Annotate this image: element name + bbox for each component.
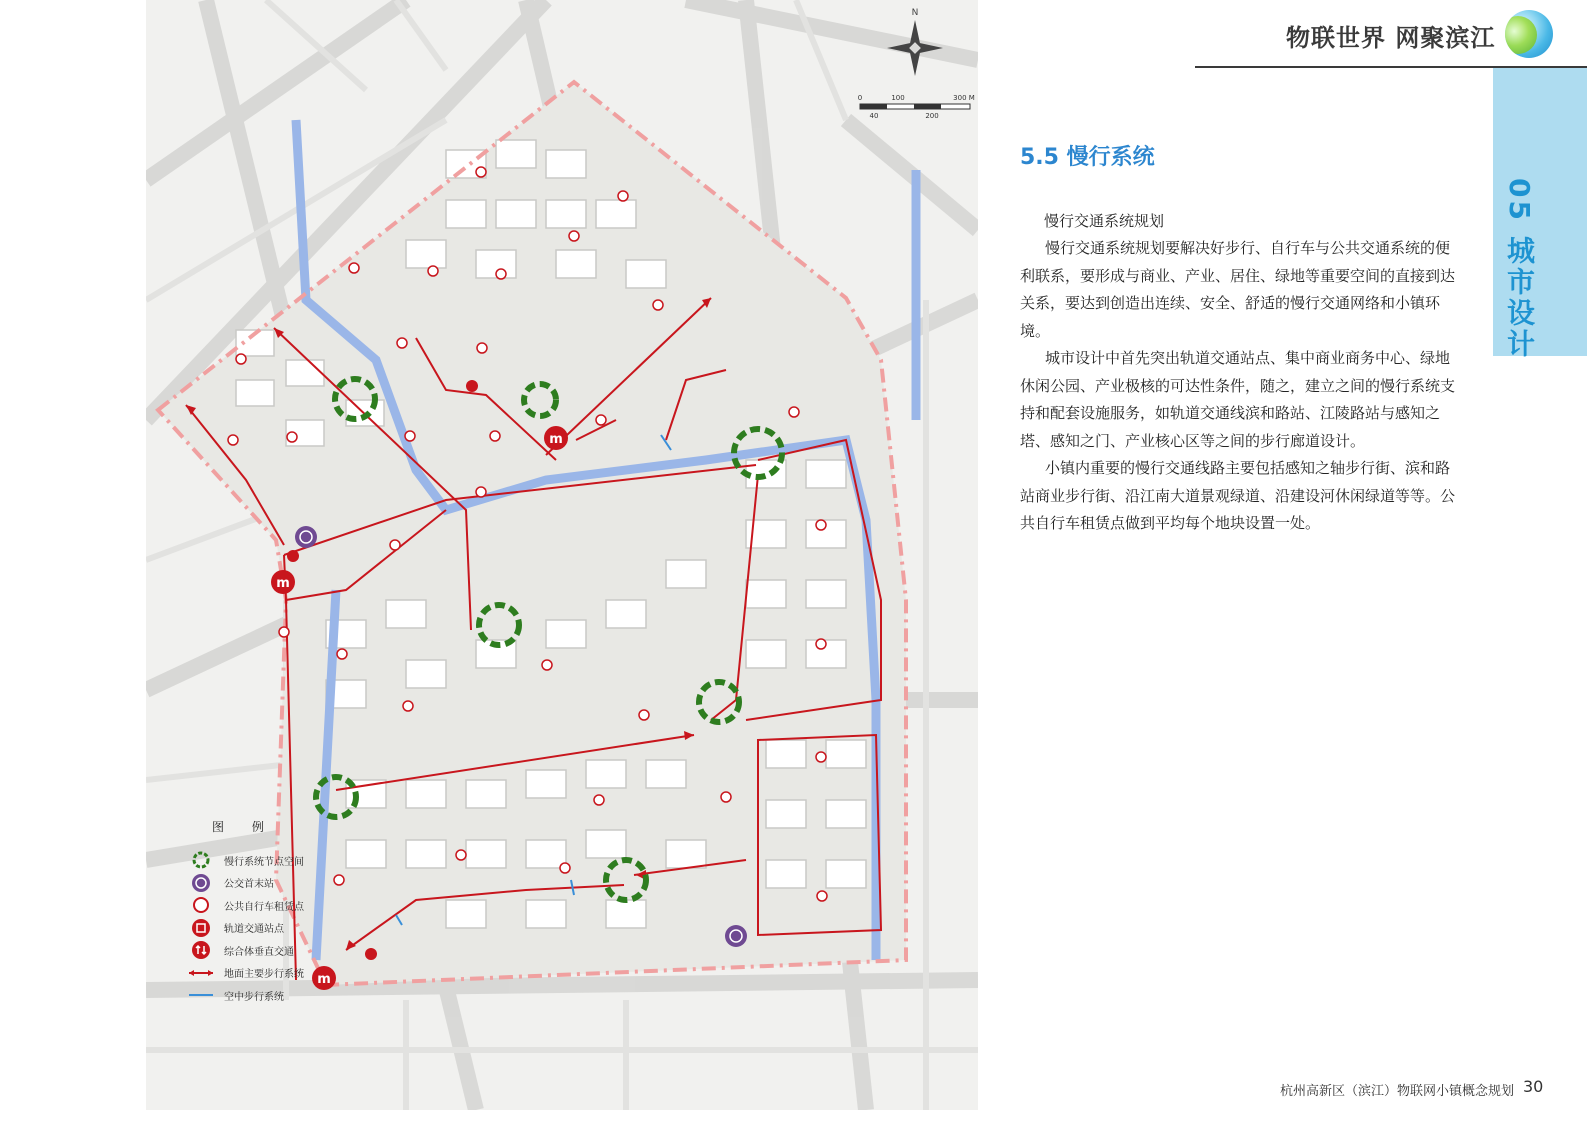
legend-label: 地面主要步行系统	[224, 969, 304, 981]
brand-slogan: 物联世界 网聚滨江	[1286, 24, 1496, 52]
legend-label: 公交首末站	[224, 879, 274, 891]
sky-walkway-icon	[186, 985, 216, 1005]
legend-label: 公共自行车租赁点	[224, 901, 304, 913]
svg-text:m: m	[276, 576, 290, 591]
svg-text:40: 40	[869, 112, 879, 120]
legend-item-vertical-transport	[186, 939, 336, 962]
legend-label: 轨道交通站点	[224, 924, 284, 936]
legend-label: 综合体垂直交通	[224, 946, 294, 958]
page-number: 30	[1523, 1077, 1544, 1096]
section-subtitle: 慢行交通系统规划	[1044, 212, 1165, 230]
svg-text:100: 100	[891, 94, 905, 102]
globe-logo-icon	[1505, 10, 1553, 58]
legend-label: 空中步行系统	[224, 991, 284, 1003]
metro-station-icon	[186, 918, 216, 938]
bike-rental-icon	[186, 895, 216, 915]
ground-walkway-icon	[186, 963, 216, 983]
paragraph: 小镇内重要的慢行交通线路主要包括感知之轴步行街、滨和路站商业步行街、沿江南大道景观绿道、沿建设河休闲绿道等等。公共自行车租赁点做到平均每个地块设置一处。	[1020, 459, 1456, 532]
legend-item-ground-walkway	[186, 962, 336, 985]
legend-item-sky-walkway	[186, 984, 336, 1007]
svg-text:0: 0	[857, 94, 863, 102]
paragraph: 慢行交通系统规划要解决好步行、自行车与公共交通系统的便利联系，要形成与商业、产业、居住、绿地等重要空间的直接到达关系，要达到创造出连续、安全、舒适的慢行交通网络和小镇环境。	[1020, 239, 1456, 340]
footer-title: 杭州高新区（滨江）物联网小镇概念规划	[1280, 1084, 1515, 1099]
node-space-icon	[186, 850, 216, 870]
legend-title: 图 例	[212, 820, 276, 834]
legend-item-node-space	[186, 849, 336, 872]
svg-text:m: m	[317, 972, 331, 987]
map-legend	[186, 818, 336, 1007]
svg-text:200: 200	[925, 112, 939, 120]
legend-label: 慢行系统节点空间	[224, 856, 304, 868]
legend-item-bike-rental	[186, 894, 336, 917]
scale-bar	[858, 94, 975, 120]
legend-item-metro-station	[186, 917, 336, 940]
svg-text:m: m	[549, 432, 563, 447]
bus-terminal-icon	[186, 873, 216, 893]
vertical-transport-icon	[186, 940, 216, 960]
north-label: N	[911, 8, 919, 18]
legend-item-bus-terminal	[186, 872, 336, 895]
paragraph: 城市设计中首先突出轨道交通站点、集中商业商务中心、绿地休闲公园、产业极核的可达性条件，随之，建立之间的慢行系统支持和配套设施服务，如轨道交通线滨和路站、江陵路站与感知之塔、感知之门、产业核心区等之间的步行廊道设计。	[1020, 349, 1456, 450]
chapter-tab-label: 05 城市设计	[1503, 178, 1536, 360]
section-heading: 5.5 慢行系统	[1020, 145, 1155, 170]
svg-text:300 M: 300 M	[953, 94, 975, 102]
